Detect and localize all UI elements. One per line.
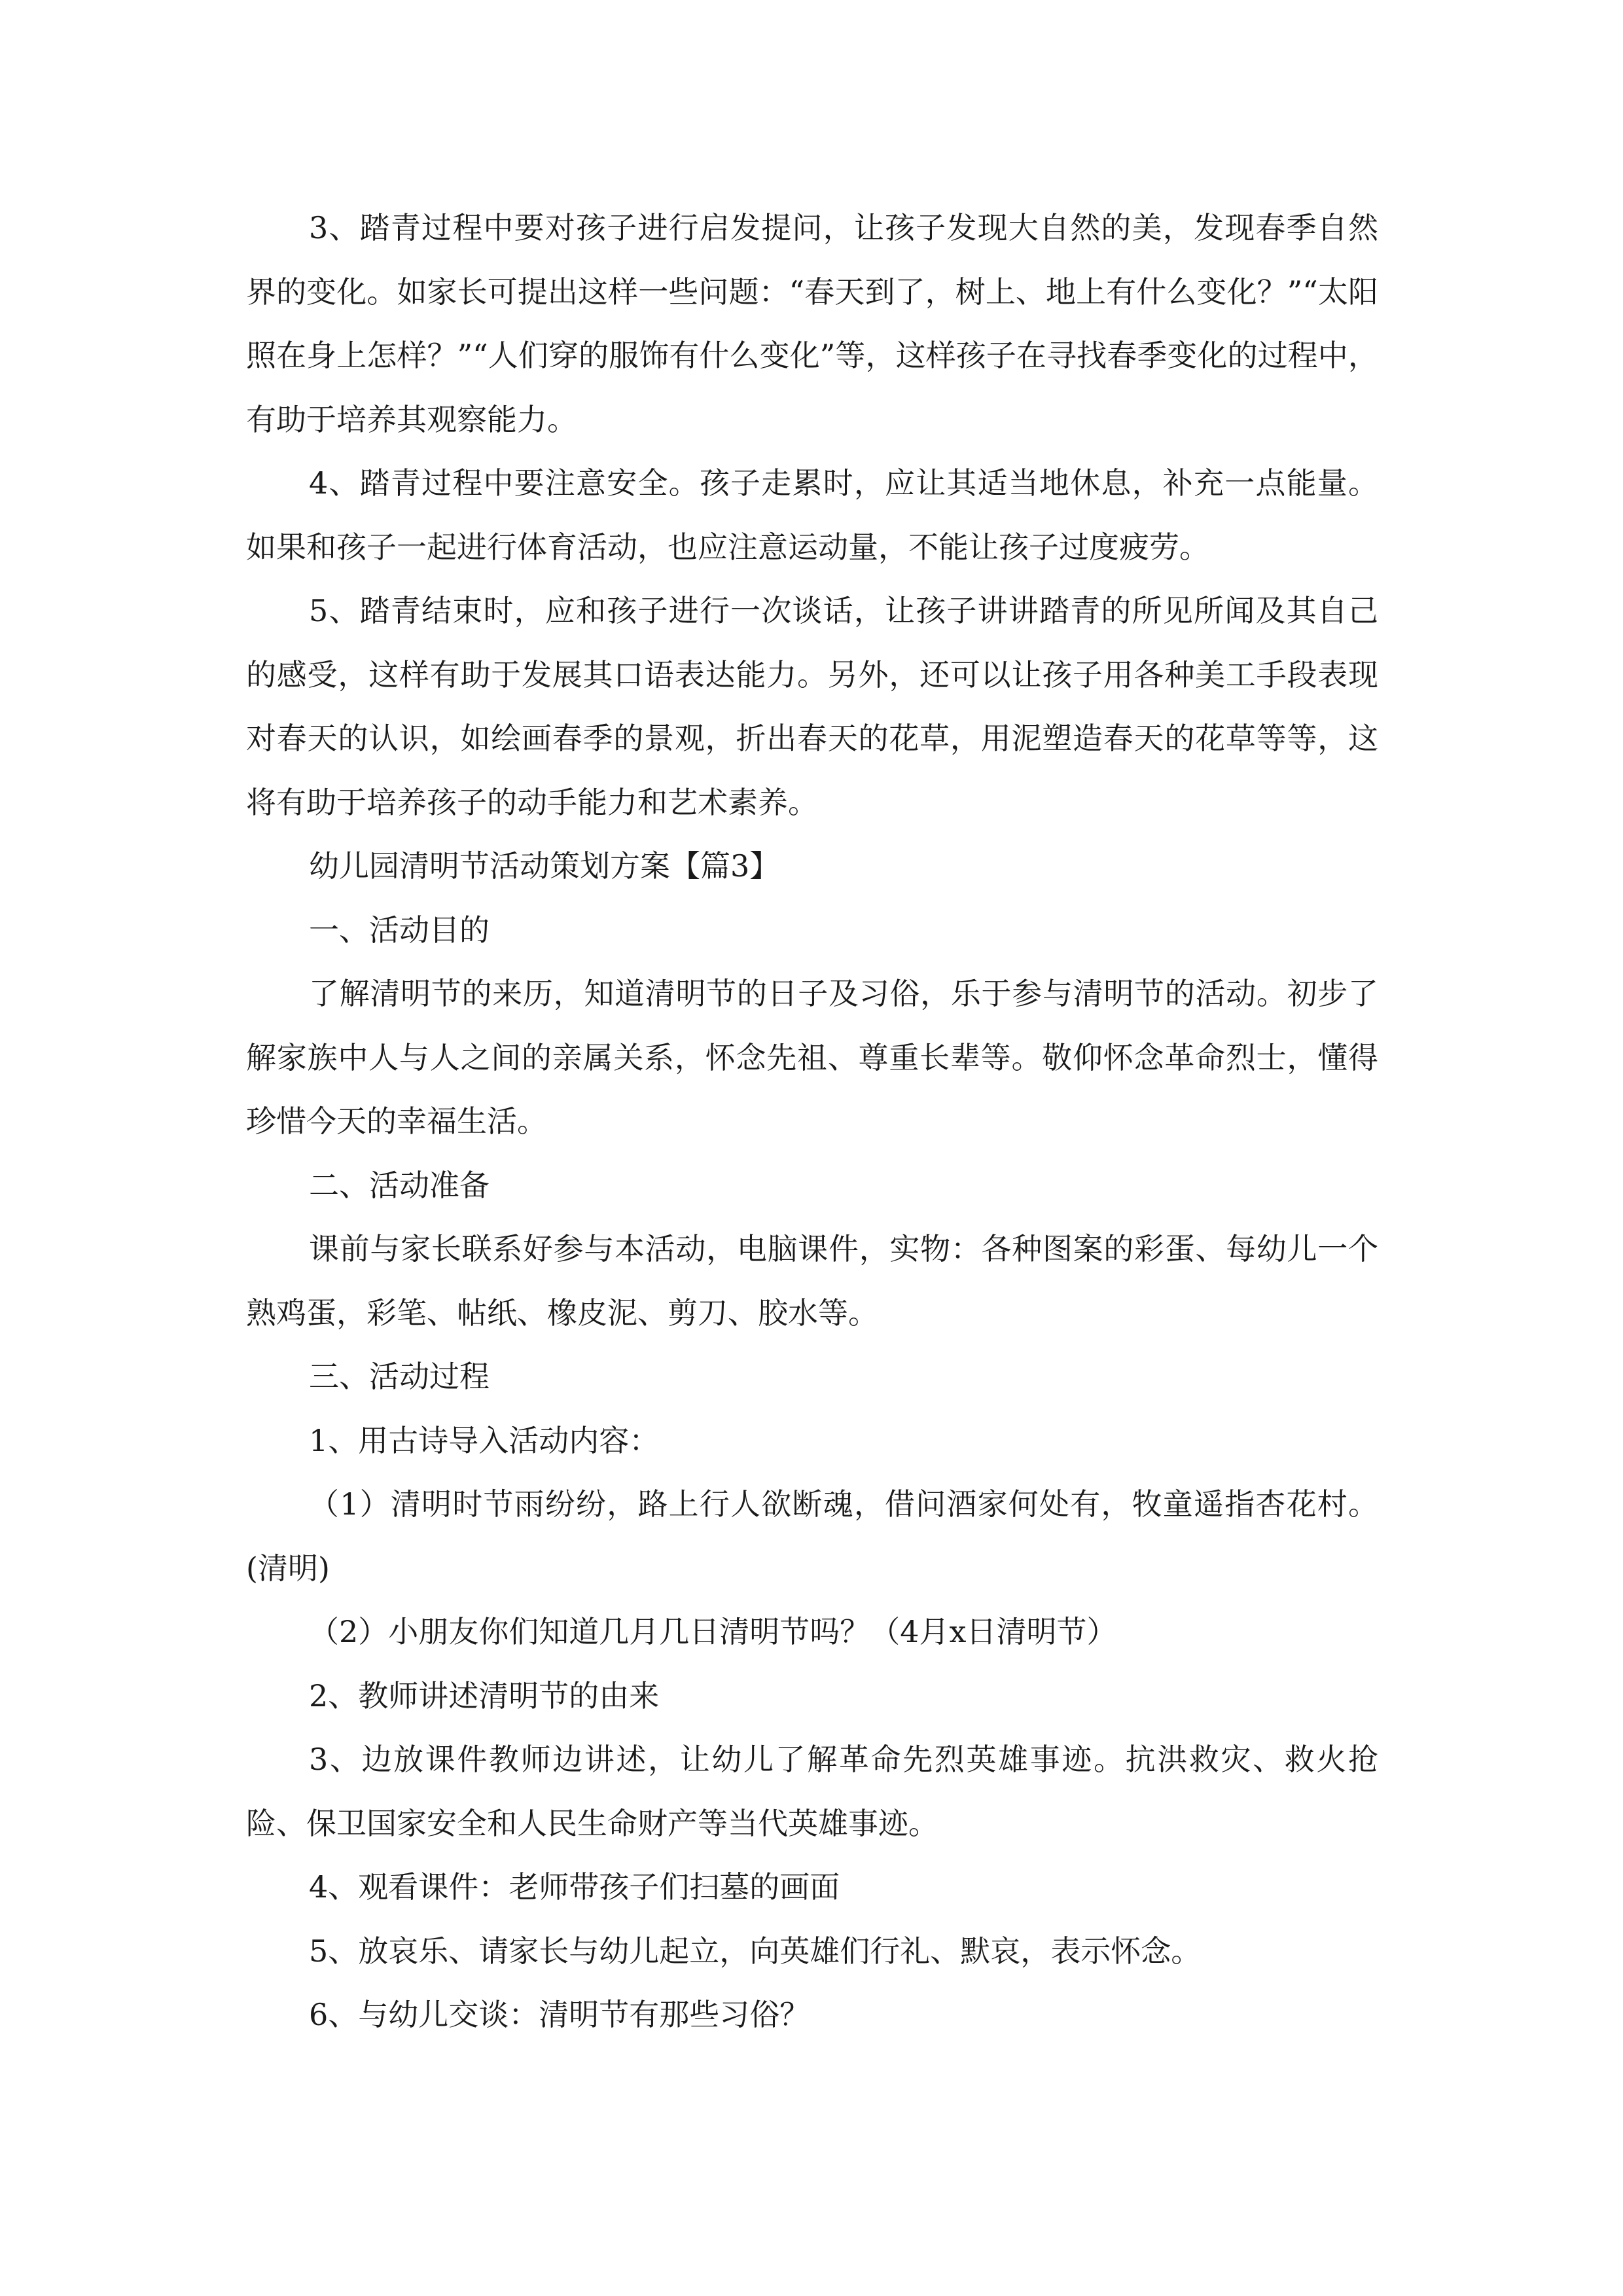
paragraph-poem: （1）清明时节雨纷纷，路上行人欲断魂，借问酒家何处有，牧童遥指杏花村。(清明) <box>246 1486 1378 1586</box>
paragraph-process-step-5: 5、放哀乐、请家长与幼儿起立，向英雄们行礼、默哀，表示怀念。 <box>309 1933 1202 1969</box>
heading-activity-goal: 一、活动目的 <box>309 912 490 948</box>
heading-activity-process: 三、活动过程 <box>309 1359 490 1394</box>
document-body <box>246 196 1378 2047</box>
paragraph-process-step-3: 3、边放课件教师边讲述，让幼儿了解革命先烈英雄事迹。抗洪救灾、救火抢险、保卫国家安全和人民生命财产等当代英雄事迹。 <box>246 1742 1378 1841</box>
paragraph-process-step-4: 4、观看课件：老师带孩子们扫墓的画面 <box>309 1869 840 1905</box>
paragraph-activity-preparation: 课前与家长联系好参与本活动，电脑课件，实物：各种图案的彩蛋、每幼儿一个熟鸡蛋，彩笔、帖纸、橡皮泥、剪刀、胶水等。 <box>246 1231 1378 1331</box>
section-title-plan-3: 幼儿园清明节活动策划方案【篇3】 <box>309 848 780 884</box>
paragraph-step-3-questions: 3、踏青过程中要对孩子进行启发提问，让孩子发现大自然的美，发现春季自然界的变化。如家长可提出这样一些问题：“春天到了，树上、地上有什么变化？”“太阳照在身上怎样？”“人们穿的服饰有什么变化”等，这样孩子在寻找春季变化的过程中，有助于培养其观察能力。 <box>246 210 1378 437</box>
paragraph-activity-goal: 了解清明节的来历，知道清明节的日子及习俗，乐于参与清明节的活动。初步了解家族中人与人之间的亲属关系，怀念先祖、尊重长辈等。敬仰怀念革命烈士，懂得珍惜今天的幸福生活。 <box>246 976 1378 1139</box>
paragraph-process-step-2: 2、教师讲述清明节的由来 <box>309 1677 660 1713</box>
heading-activity-preparation: 二、活动准备 <box>309 1167 490 1203</box>
paragraph-step-5-conversation: 5、踏青结束时，应和孩子进行一次谈话，让孩子讲讲踏青的所见所闻及其自己的感受，这样有助于发展其口语表达能力。另外，还可以让孩子用各种美工手段表现对春天的认识，如绘画春季的景观，折出春天的花草，用泥塑造春天的花草等等，这将有助于培养孩子的动手能力和艺术素养。 <box>246 593 1378 820</box>
paragraph-process-step-1: 1、用古诗导入活动内容： <box>309 1422 660 1458</box>
paragraph-step-4-safety: 4、踏青过程中要注意安全。孩子走累时，应让其适当地休息，补充一点能量。如果和孩子一起进行体育活动，也应注意运动量，不能让孩子过度疲劳。 <box>246 465 1378 565</box>
paragraph-process-step-6: 6、与幼儿交谈：清明节有那些习俗？ <box>309 1997 810 2032</box>
paragraph-question-date: （2）小朋友你们知道几月几日清明节吗？（4月x日清明节） <box>309 1614 1117 1649</box>
